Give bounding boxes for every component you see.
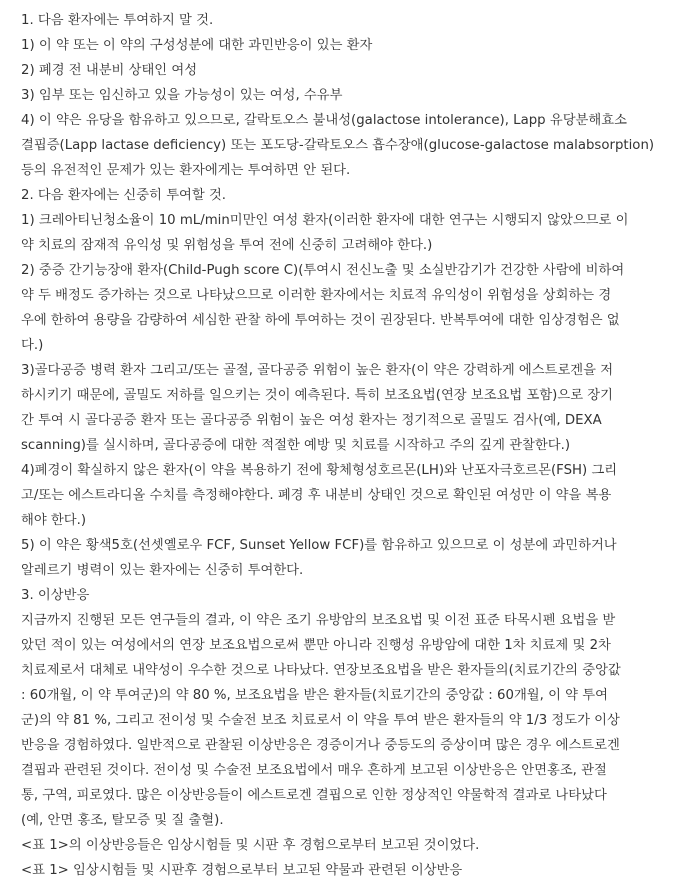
paragraph-line: 우에 한하여 용량을 감량하여 세심한 관찰 하에 투여하는 것이 권장된다. 반복투여에 대한 임상경험은 없 (21, 313, 620, 328)
paragraph-line: 다.) (21, 338, 44, 353)
caution-item-5: 5) 이 약은 황색5호(선셋옐로우 FCF, Sunset Yellow FCF)를 함유하고 있으므로 이 성분에 과민하거나 (21, 538, 617, 553)
contraindication-item-1: 1) 이 약 또는 이 약의 구성성분에 대한 과민반응이 있는 환자 (21, 38, 373, 53)
contraindication-item-4: 4) 이 약은 유당을 함유하고 있으므로, 갈락토오스 불내성(galactose intolerance), Lapp 유당분해효소 (21, 113, 627, 128)
table-1-caption: <표 1> 임상시험들 및 시판후 경험으로부터 보고된 약물과 관련된 이상반응 (21, 863, 463, 878)
section-2-heading: 2. 다음 환자에는 신중히 투여할 것. (21, 188, 227, 203)
paragraph-line: 고/또는 에스트라디올 수치를 측정해야한다. 폐경 후 내분비 상태인 것으로 확인된 여성만 이 약을 복용 (21, 488, 612, 503)
contraindication-item-2: 2) 폐경 전 내분비 상태인 여성 (21, 63, 198, 78)
paragraph-line: 결핍과 관련된 것이다. 전이성 및 수술전 보조요법에서 매우 흔하게 보고된 이상반응은 안면홍조, 관절 (21, 763, 607, 778)
paragraph-line: 하시키기 때문에, 골밀도 저하를 일으키는 것이 예측된다. 특히 보조요법(연장 보조요법 포함)으로 장기 (21, 388, 613, 403)
caution-item-2: 2) 중증 간기능장애 환자(Child-Pugh score C)(투여시 전신노출 및 소실반감기가 건강한 사람에 비하여 (21, 263, 625, 278)
paragraph-line: 등의 유전적인 문제가 있는 환자에게는 투여하면 안 된다. (21, 163, 351, 178)
paragraph-line: (예, 안면 홍조, 탈모증 및 질 출혈). (21, 813, 224, 828)
caution-item-1: 1) 크레아티닌청소율이 10 mL/min미만인 여성 환자(이러한 환자에 대한 연구는 시행되지 않았으므로 이 (21, 213, 629, 228)
adverse-reaction-paragraph: 지금까지 진행된 모든 연구들의 결과, 이 약은 조기 유방암의 보조요법 및 이전 표준 타목시펜 요법을 받 (21, 613, 616, 628)
paragraph-line: 반응을 경험하였다. 일반적으로 관찰된 이상반응은 경증이거나 중등도의 증상이며 많은 경우 에스트로겐 (21, 738, 620, 753)
caution-item-4: 4)폐경이 확실하지 않은 환자(이 약을 복용하기 전에 황체형성호르몬(LH)와 난포자극호르몬(FSH) 그리 (21, 463, 618, 478)
section-1-heading: 1. 다음 환자에는 투여하지 말 것. (21, 13, 214, 28)
paragraph-line: 치료제로서 대체로 내약성이 우수한 것으로 나타났다. 연장보조요법을 받은 환자들의(치료기간의 중앙값 (21, 663, 621, 678)
paragraph-line: : 60개월, 이 약 투여군)의 약 80 %, 보조요법을 받은 환자들(치료기간의 중앙값 : 60개월, 이 약 투여 (21, 688, 608, 703)
paragraph-line: 약 두 배정도 증가하는 것으로 나타났으므로 이러한 환자에서는 치료적 유익성이 위험성을 상회하는 경 (21, 288, 612, 303)
paragraph-line: scanning)를 실시하며, 골다공증에 대한 적절한 예방 및 치료를 시작하고 주의 깊게 관찰한다.) (21, 438, 571, 453)
paragraph-line: 통, 구역, 피로였다. 많은 이상반응들이 에스트로겐 결핍으로 인한 정상적인 약물학적 결과로 나타났다 (21, 788, 607, 803)
paragraph-line: 군)의 약 81 %, 그리고 전이성 및 수술전 보조 치료로서 이 약을 투여 받은 환자들의 약 1/3 정도가 이상 (21, 713, 620, 728)
contraindication-item-3: 3) 임부 또는 임신하고 있을 가능성이 있는 여성, 수유부 (21, 88, 343, 103)
paragraph-line: 간 투여 시 골다공증 환자 또는 골다공증 위험이 높은 여성 환자는 정기적으로 골밀도 검사(예, DEXA (21, 413, 602, 428)
paragraph-line: 결핍증(Lapp lactase deficiency) 또는 포도당-갈락토오스 흡수장애(glucose-galactose malabsorption) (21, 138, 655, 153)
table-reference-note: <표 1>의 이상반응들은 임상시험들 및 시판 후 경험으로부터 보고된 것이었다. (21, 838, 480, 853)
paragraph-line: 약 치료의 잠재적 유익성 및 위험성을 투여 전에 신중히 고려해야 한다.) (21, 238, 433, 253)
section-3-heading: 3. 이상반응 (21, 588, 90, 603)
paragraph-line: 알레르기 병력이 있는 환자에는 신중히 투여한다. (21, 563, 304, 578)
paragraph-line: 해야 한다.) (21, 513, 87, 528)
caution-item-3: 3)골다공증 병력 환자 그리고/또는 골절, 골다공증 위험이 높은 환자(이 약은 강력하게 에스트로겐을 저 (21, 363, 614, 378)
paragraph-line: 았던 적이 있는 여성에서의 연장 보조요법으로써 뿐만 아니라 진행성 유방암에 대한 1차 치료제 및 2차 (21, 638, 611, 653)
